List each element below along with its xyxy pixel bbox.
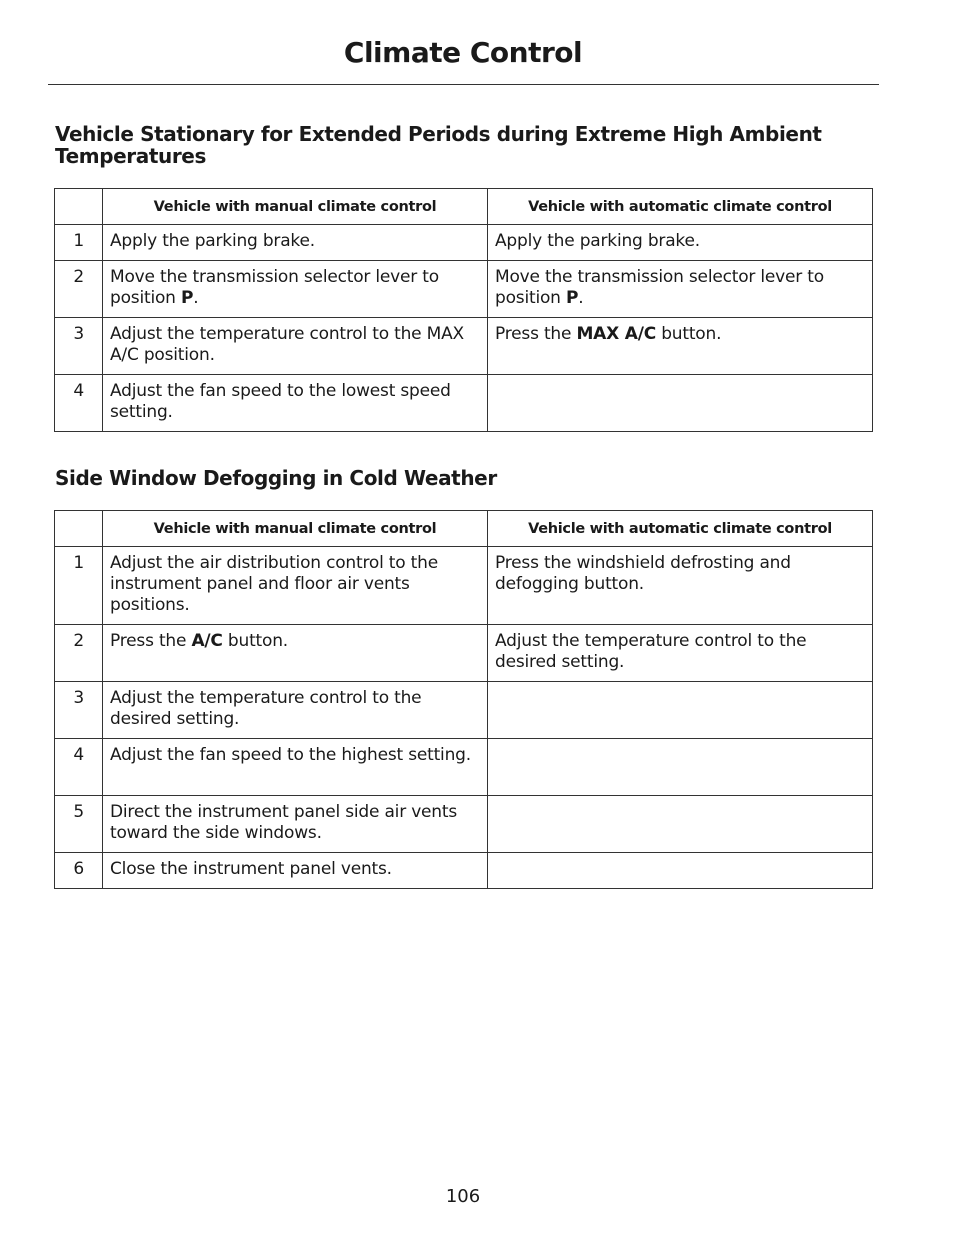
- emphasized-term: A/C: [191, 631, 223, 651]
- text-segment: Adjust the temperature control to the desired setting.: [495, 631, 807, 672]
- text-segment: Direct the instrument panel side air vents toward the side windows.: [110, 802, 458, 843]
- step-number: 1: [55, 225, 103, 261]
- manual-step-text: [103, 796, 488, 853]
- automatic-step-text: [488, 625, 873, 682]
- manual-step-text: [103, 625, 488, 682]
- page-number: 106: [445, 1186, 481, 1207]
- table-row: [55, 318, 873, 375]
- table-row: [55, 853, 873, 889]
- manual-step-text: [103, 682, 488, 739]
- automatic-step-text: [488, 261, 873, 318]
- emphasized-term: P: [565, 288, 579, 308]
- step-number: 2: [55, 261, 103, 318]
- automatic-step-text: [488, 225, 873, 261]
- column-header-manual: Vehicle with manual climate control: [103, 511, 488, 547]
- text-segment: .: [578, 288, 584, 308]
- step-number: 3: [55, 682, 103, 739]
- table-header-row: [55, 511, 873, 547]
- table-header-row: [55, 189, 873, 225]
- column-header-manual: Vehicle with manual climate control: [103, 189, 488, 225]
- table-row: [55, 547, 873, 625]
- text-segment: button.: [656, 324, 722, 344]
- text-segment: .: [193, 288, 199, 308]
- column-header-automatic: Vehicle with automatic climate control: [488, 511, 873, 547]
- table-row: [55, 796, 873, 853]
- step-number: 4: [55, 375, 103, 432]
- text-segment: Apply the parking brake.: [495, 231, 700, 251]
- text-segment: Adjust the temperature control to the desired setting.: [110, 688, 422, 729]
- column-header-step: [55, 189, 103, 225]
- defogging-steps-table: [54, 510, 873, 889]
- title-divider: [48, 84, 879, 85]
- automatic-step-text: [488, 547, 873, 625]
- column-header-automatic: Vehicle with automatic climate control: [488, 189, 873, 225]
- text-segment: button.: [222, 631, 288, 651]
- high-temperature-steps-table: [54, 188, 873, 432]
- manual-step-text: [103, 853, 488, 889]
- manual-step-text: [103, 547, 488, 625]
- page-title: Climate Control: [343, 36, 583, 69]
- automatic-step-text: [488, 318, 873, 375]
- step-number: 2: [55, 625, 103, 682]
- manual-step-text: [103, 739, 488, 796]
- text-segment: Move the transmission selector lever to position: [110, 267, 439, 308]
- table-row: [55, 375, 873, 432]
- automatic-step-text: [488, 375, 873, 432]
- text-segment: Press the: [110, 631, 192, 651]
- emphasized-term: MAX A/C: [576, 324, 656, 344]
- text-segment: Press the: [495, 324, 577, 344]
- section-heading-high-temperatures: Vehicle Stationary for Extended Periods during Extreme High Ambient Temperatures: [55, 122, 822, 168]
- text-segment: Move the transmission selector lever to position: [495, 267, 824, 308]
- emphasized-term: P: [180, 288, 194, 308]
- table-row: [55, 625, 873, 682]
- manual-step-text: [103, 225, 488, 261]
- automatic-step-text: [488, 853, 873, 889]
- text-segment: Adjust the air distribution control to the instrument panel and floor air vents positions.: [110, 553, 438, 615]
- automatic-step-text: [488, 739, 873, 796]
- manual-step-text: [103, 261, 488, 318]
- manual-step-text: [103, 318, 488, 375]
- table-row: [55, 739, 873, 796]
- table-row: [55, 261, 873, 318]
- step-number: 1: [55, 547, 103, 625]
- manual-step-text: [103, 375, 488, 432]
- section-heading-side-window-defogging: Side Window Defogging in Cold Weather: [55, 466, 497, 490]
- automatic-step-text: [488, 682, 873, 739]
- table-row: [55, 682, 873, 739]
- text-segment: Adjust the temperature control to the MAX A/C position.: [110, 324, 464, 365]
- text-segment: Press the windshield defrosting and defogging button.: [495, 553, 791, 594]
- step-number: 4: [55, 739, 103, 796]
- text-segment: Close the instrument panel vents.: [110, 859, 392, 879]
- text-segment: Apply the parking brake.: [110, 231, 315, 251]
- text-segment: Adjust the fan speed to the highest setting.: [110, 745, 471, 765]
- automatic-step-text: [488, 796, 873, 853]
- column-header-step: [55, 511, 103, 547]
- step-number: 5: [55, 796, 103, 853]
- text-segment: Adjust the fan speed to the lowest speed setting.: [110, 381, 451, 422]
- table-row: [55, 225, 873, 261]
- step-number: 3: [55, 318, 103, 375]
- step-number: 6: [55, 853, 103, 889]
